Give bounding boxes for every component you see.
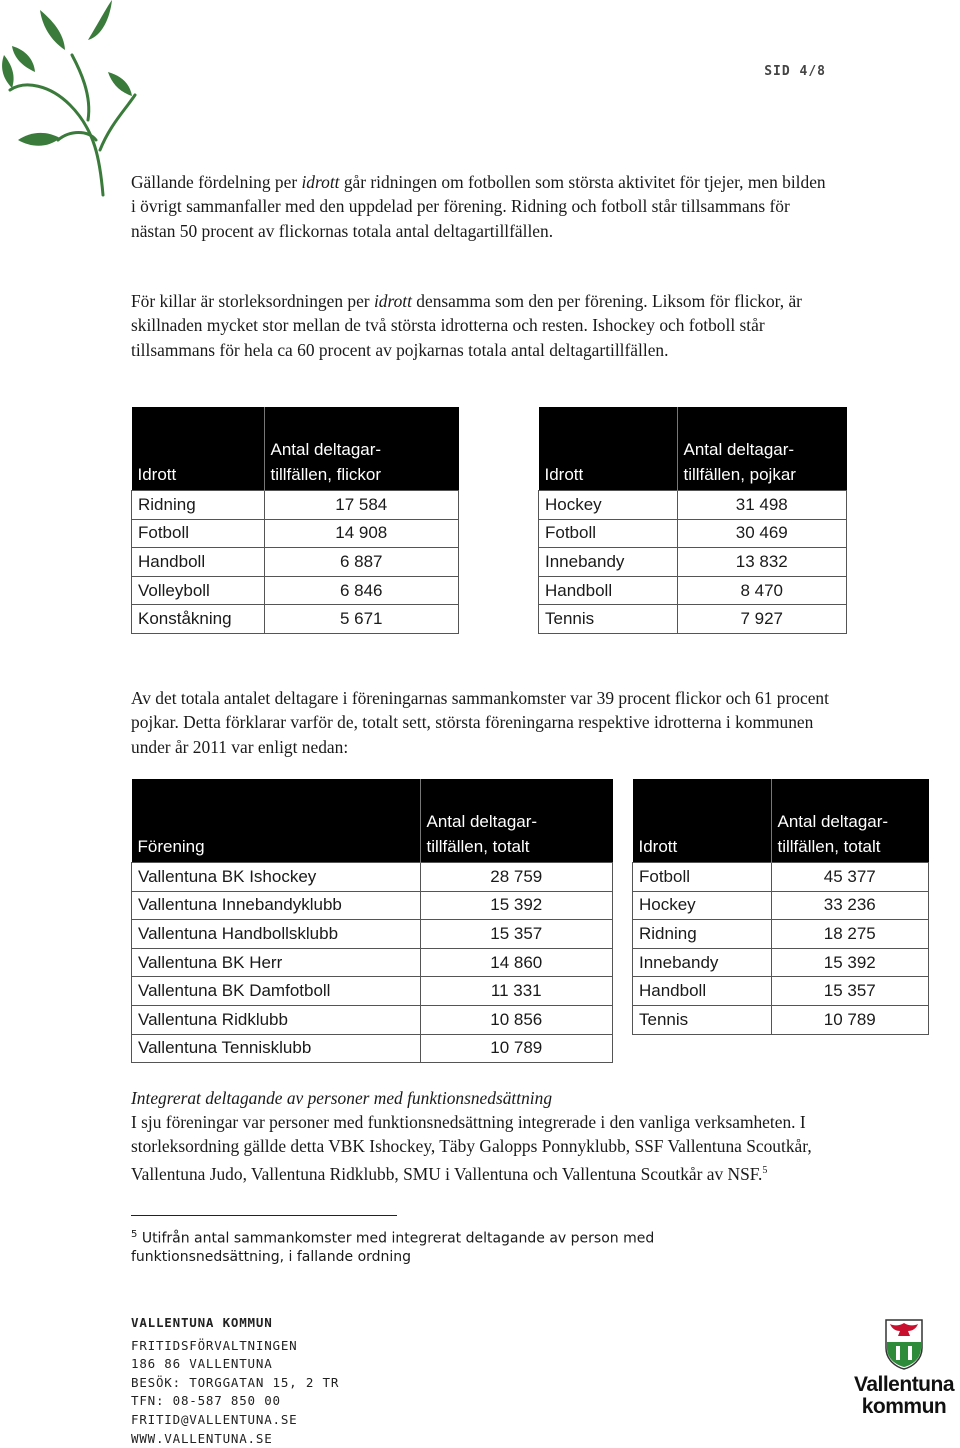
table-header: Idrott [539,407,678,491]
table-row: Innebandy 15 392 [633,948,929,977]
table-row: Fotboll 45 377 [633,863,929,892]
table-row: Handboll 8 470 [539,576,847,605]
table-header: Antal deltagar- tillfällen, totalt [420,779,613,863]
table-header: Antal deltagar- tillfällen, totalt [771,779,929,863]
paragraph-inclusion: I sju föreningar var personer med funktionsnedsättning integrerade i den vanliga verksamheten. I storleksordning gällde detta VBK Ishockey, Täby Galopps Ponnyklubb, SSF Vallentuna Scoutkår, Vallentuna Judo, Vallentuna Ridklubb, SMU i Vallentuna och Vallentuna Scoutkår av NSF.$^5$ [131,1112,812,1184]
table-row: Ridning 17 584 [132,491,459,520]
footer-email[interactable]: FRITID@VALLENTUNA.SE [131,1411,298,1427]
footer-address [131,1314,339,1448]
table-row: Hockey 31 498 [539,491,847,520]
table-row: Vallentuna Handbollsklubb 15 357 [132,920,613,949]
paragraph-totals: Av det totala antalet deltagare i föreningarnas sammankomster var 39 procent flickor och 61 procent pojkar. Detta förklarar varför de, totalt sett, största föreningarna respektive idrotterna i kommunen under år 2011 var enligt nedan: [131,688,829,757]
table-row: Hockey 33 236 [633,891,929,920]
footnote-divider [131,1215,397,1216]
footer-phone: TFN: 08-587 850 00 [131,1393,281,1409]
table-row: Vallentuna BK Damfotboll 11 331 [132,977,613,1006]
section-heading: Integrerat deltagande av personer med funktionsnedsättning [131,1088,553,1108]
footer-org: VALLENTUNA KOMMUN [131,1315,273,1330]
table-row: Fotboll 14 908 [132,519,459,548]
table-sports-total [632,779,929,1035]
coat-of-arms-icon [884,1318,924,1370]
logo-text: Vallentuna kommun [853,1373,955,1418]
table-header: Förening [132,779,421,863]
footer-postal: 186 86 VALLENTUNA [131,1356,273,1372]
table-row: Vallentuna Innebandyklubb 15 392 [132,891,613,920]
table-row: Fotboll 30 469 [539,519,847,548]
footer-web[interactable]: WWW.VALLENTUNA.SE [131,1430,273,1446]
footnote-reference: 5 [762,1164,768,1176]
table-row: Ridning 18 275 [633,920,929,949]
table-clubs-total [131,779,613,1063]
table-header: Antal deltagar- tillfällen, pojkar [677,407,847,491]
table-row: Vallentuna BK Ishockey 28 759 [132,863,613,892]
decorative-plant-illustration [0,0,140,200]
footer-dept: FRITIDSFÖRVALTNINGEN [131,1337,298,1353]
page-number: SID 4/8 [764,64,826,79]
table-row: Handboll 6 887 [132,548,459,577]
footer-visit: BESÖK: TORGGATAN 15, 2 TR [131,1374,340,1390]
table-row: Handboll 15 357 [633,977,929,1006]
table-row: Vallentuna BK Herr 14 860 [132,948,613,977]
table-row: Tennis 7 927 [539,605,847,634]
table-row: Innebandy 13 832 [539,548,847,577]
footnote: $^5$ Utifrån antal sammankomster med integrerat deltagande av person med funktionsnedsättning, i fallande ordning [131,1229,655,1265]
table-header: Antal deltagar- tillfällen, flickor [264,407,459,491]
table-header: Idrott [633,779,772,863]
table-girls-sports [131,407,459,634]
paragraph-girls-sports: Gällande fördelning per idrott går ridningen om fotbollen som största aktivitet för tjejer, men bilden i övrigt sammanfaller med den uppdelad per förening. Ridning och fotboll står tillsammans för nästan 50 procent av flickornas totala antal deltagartillfällen. [131,172,826,241]
table-row: Vallentuna Tennisklubb 10 789 [132,1034,613,1063]
table-row: Volleyboll 6 846 [132,576,459,605]
table-row: Tennis 10 789 [633,1005,929,1034]
table-header: Idrott [132,407,265,491]
table-boys-sports [538,407,847,634]
paragraph-boys-sports: För killar är storleksordningen per idrott densamma som den per förening. Liksom för flickor, är skillnaden mycket stor mellan de två största idrotterna och resten. Ishockey och fotboll står tillsammans för hela ca 60 procent av pojkarnas totala antal deltagartillfällen. [131,291,802,360]
table-row: Vallentuna Ridklubb 10 856 [132,1005,613,1034]
municipality-logo [848,1318,960,1428]
table-row: Konståkning 5 671 [132,605,459,634]
